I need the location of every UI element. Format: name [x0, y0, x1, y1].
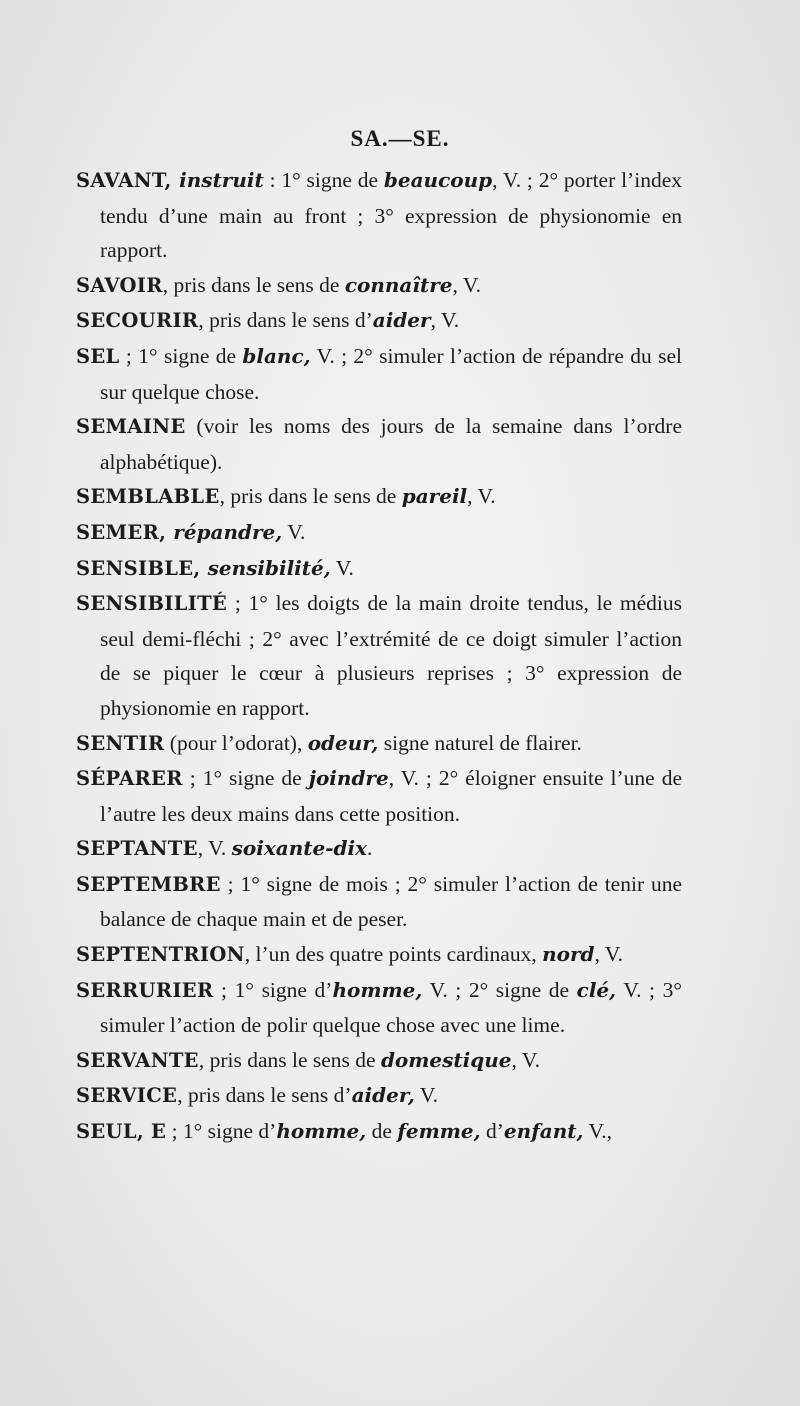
running-head: SA.—SE.: [350, 126, 450, 151]
cross-reference: enfant,: [503, 1119, 584, 1144]
dictionary-entry: [76, 339, 682, 409]
entry-headword: SEPTEMBRE: [76, 872, 221, 896]
entry-headword: SENSIBLE,: [76, 556, 208, 580]
dictionary-entry: [76, 409, 682, 479]
dictionary-entry: [76, 726, 682, 762]
entry-headword: SERVANTE: [76, 1048, 199, 1072]
entry-text: .: [367, 836, 373, 861]
entry-text: ; 1° signe de mois ; 2° simuler l’action de tenir une balance de chaque main et de peser.: [100, 871, 682, 932]
entry-text: , V.: [511, 1047, 540, 1072]
entry-text: ; 1° signe de: [182, 766, 309, 791]
entry-text: , pris dans le sens d’: [198, 308, 373, 333]
cross-reference: sensibilité,: [207, 555, 331, 580]
entry-text: , pris dans le sens de: [162, 272, 345, 297]
cross-reference: joindre: [308, 766, 389, 791]
entry-text: , pris dans le sens de: [198, 1047, 381, 1072]
cross-reference: clé,: [576, 977, 617, 1002]
dictionary-entry: [76, 831, 682, 867]
entry-headword: SAVOIR: [76, 273, 163, 297]
cross-reference: femme,: [397, 1119, 481, 1144]
dictionary-entry: [76, 586, 682, 725]
entry-text: ; 1° les doigts de la main droite tendus, le médius seul demi-fléchi ; 2° avec l’extrémité de ce doigt simuler l’action de se piquer le cœur à plusieurs reprises ; 3° expression de physionomie en rapport.: [100, 591, 682, 720]
dictionary-entry: [76, 303, 682, 339]
cross-reference: homme,: [276, 1119, 367, 1144]
dictionary-entries: [76, 163, 682, 1150]
entry-text: , pris dans le sens de: [219, 484, 402, 509]
entry-text: , pris dans le sens d’: [177, 1083, 352, 1108]
entry-headword: SAVANT,: [76, 169, 180, 192]
entry-text: d’: [480, 1119, 504, 1144]
entry-text: V. ; 3° simuler l’action de polir quelque chose avec une lime.: [100, 977, 682, 1038]
entry-headword: SERVICE: [76, 1084, 178, 1108]
entry-text: V. ; 2° signe de: [422, 977, 577, 1002]
cross-reference: aider: [372, 308, 431, 333]
dictionary-entry: [76, 163, 682, 268]
entry-headword: SÉPARER: [76, 767, 183, 791]
entry-headword: SERRURIER: [76, 978, 214, 1002]
entry-text: , V.: [594, 942, 624, 967]
cross-reference: homme,: [332, 977, 423, 1002]
entry-text: V.: [330, 555, 354, 580]
entry-text: V.,: [583, 1119, 612, 1144]
entry-text: V.: [414, 1083, 439, 1108]
cross-reference: odeur,: [307, 730, 379, 755]
entry-headword: SENTIR: [76, 731, 165, 755]
dictionary-entry: [76, 551, 682, 587]
entry-text: (voir les noms des jours de la semaine dans l’ordre alphabétique).: [100, 414, 682, 474]
entry-headword: SEUL, E: [76, 1120, 167, 1144]
dictionary-entry: [76, 1078, 682, 1114]
entry-headword: SEMAINE: [76, 415, 186, 439]
cross-reference: aider,: [351, 1083, 415, 1108]
entry-headword: SEL: [76, 344, 120, 368]
cross-reference: instruit: [179, 168, 264, 192]
cross-reference: pareil: [401, 484, 468, 509]
entry-text: , V. ; 2° éloigner ensuite l’une de l’autre les deux mains dans cette position.: [100, 766, 682, 826]
entry-text: , l’un des quatre points cardinaux,: [244, 942, 543, 967]
entry-headword: SENSIBILITÉ: [76, 592, 228, 616]
entry-text: , V.: [452, 272, 481, 297]
entry-text: ; 1° signe d’: [166, 1119, 277, 1144]
entry-headword: SEPTENTRION: [76, 943, 245, 967]
entry-headword: SEPTANTE: [76, 837, 198, 861]
entry-text: : 1° signe de: [263, 168, 384, 192]
entry-text: de: [366, 1119, 398, 1144]
dictionary-entry: [76, 1043, 682, 1079]
entry-text: , V.: [467, 484, 496, 509]
entry-text: ; 1° signe d’: [213, 977, 333, 1002]
entry-text: , V.: [197, 836, 232, 861]
entry-text: ; 1° signe de: [119, 343, 243, 368]
dictionary-entry: [76, 268, 682, 304]
cross-reference: répandre,: [173, 519, 283, 544]
cross-reference: nord: [542, 942, 595, 967]
entry-headword: SEMBLABLE: [76, 485, 220, 509]
dictionary-entry: [76, 937, 682, 973]
dictionary-entry: [76, 761, 682, 831]
cross-reference: connaître: [344, 272, 453, 297]
cross-reference: soixante-dix: [231, 836, 368, 861]
dictionary-entry: [76, 479, 682, 515]
dictionary-entry: [76, 867, 682, 937]
entry-text: V.: [282, 519, 306, 544]
cross-reference: blanc,: [242, 343, 311, 368]
cross-reference: domestique: [380, 1047, 512, 1072]
entry-headword: SECOURIR: [76, 309, 199, 333]
entry-text: signe naturel de flairer.: [378, 730, 582, 755]
entry-headword: SEMER,: [76, 520, 174, 544]
dictionary-entry: [76, 973, 682, 1043]
entry-text: (pour l’odorat),: [164, 730, 308, 755]
dictionary-entry: [76, 1114, 682, 1150]
entry-text: , V. ; 2° porter l’index tendu d’une main au front ; 3° expression de physionomie en rapport.: [100, 168, 682, 263]
cross-reference: beaucoup: [383, 168, 493, 192]
entry-text: , V.: [430, 308, 460, 333]
dictionary-entry: [76, 515, 682, 551]
entry-text: V. ; 2° simuler l’action de répandre du sel sur quelque chose.: [100, 343, 683, 404]
